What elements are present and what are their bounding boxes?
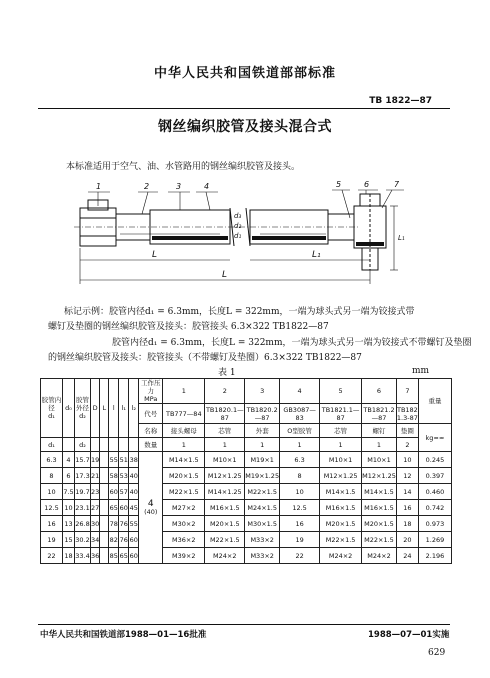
cell-nominal-dia: 12.5 xyxy=(41,500,63,516)
head-code: 代号 xyxy=(139,404,163,424)
head-name: 名称 xyxy=(139,424,163,438)
cell-nominal-dia: 19 xyxy=(41,532,63,548)
qty-1: 1 xyxy=(163,438,205,452)
callout-5: 5 xyxy=(336,180,342,189)
name-4: O型胶管 xyxy=(280,424,320,438)
cell-nut-thread: M30×2 xyxy=(163,516,205,532)
cell-core-thread: M20×1.5 xyxy=(205,516,245,532)
cell-nut-thread: M22×1.5 xyxy=(163,484,205,500)
cell-screw-thread: M24×2 xyxy=(362,548,397,564)
cell-outer-dia: 19.7 xyxy=(75,484,91,500)
cell-l2: 38 xyxy=(129,452,139,468)
cell-o-hose: 22 xyxy=(280,548,320,564)
cell-l1: 65 xyxy=(119,548,129,564)
cell-l1: 76 xyxy=(119,516,129,532)
cell-sleeve-thread: M22×1.5 xyxy=(245,484,280,500)
code-3: TB1820.2—87 xyxy=(246,405,278,422)
cell-core-thread: M16×1.5 xyxy=(205,500,245,516)
dim-d3: d₃ xyxy=(234,212,242,220)
cell-l: 60 xyxy=(109,484,119,500)
table-row xyxy=(41,468,452,484)
cell-D: 36 xyxy=(91,548,100,564)
cell-l: 85 xyxy=(109,548,119,564)
head-weight: 重量 xyxy=(418,379,451,424)
table-row xyxy=(41,516,452,532)
cell-l2: 60 xyxy=(129,548,139,564)
cell-washer: 16 xyxy=(396,500,418,516)
callout-4: 4 xyxy=(204,182,210,191)
cell-core2-thread: M10×1 xyxy=(320,452,362,468)
cell-d0: 15 xyxy=(63,532,75,548)
cell-core-thread: M22×1.5 xyxy=(205,532,245,548)
name-3: 外套 xyxy=(245,424,280,438)
code-1: TB777—84 xyxy=(163,404,205,424)
cell-outer-dia: 17.3 xyxy=(75,468,91,484)
cell-l1: 76 xyxy=(119,532,129,548)
cell-core-thread: M14×1.25 xyxy=(205,484,245,500)
cell-D: 34 xyxy=(91,532,100,548)
dim-d2: d₂ xyxy=(234,222,242,230)
head-pressure: 工作压力 MPa xyxy=(139,379,163,404)
cell-core2-thread: M12×1.25 xyxy=(320,468,362,484)
qty-7: 2 xyxy=(396,438,418,452)
cell-sleeve-thread: M19×1 xyxy=(245,452,280,468)
cell-washer: 10 xyxy=(396,452,418,468)
cell-d0: 4 xyxy=(63,452,75,468)
qty-3: 1 xyxy=(245,438,280,452)
cell-D: 23 xyxy=(91,484,100,500)
table-row xyxy=(41,484,452,500)
cell-l1: 60 xyxy=(119,500,129,516)
cell-nut-thread: M39×2 xyxy=(163,548,205,564)
cell-weight: 0.742 xyxy=(418,500,451,516)
cell-o-hose: 16 xyxy=(280,516,320,532)
cell-washer: 24 xyxy=(396,548,418,564)
cell-l2: 45 xyxy=(129,500,139,516)
part-1: 1 xyxy=(163,379,205,404)
table-row xyxy=(41,548,452,564)
cell-sleeve-thread: M19×1.25 xyxy=(245,468,280,484)
cell-l: 55 xyxy=(109,452,119,468)
standard-code: TB 1822—87 xyxy=(369,96,432,106)
code-6: TB1821.2—87 xyxy=(363,405,395,422)
dimension-table xyxy=(40,378,452,564)
effective-date: 1988—07—01实施 xyxy=(368,630,450,640)
cell-L xyxy=(100,516,109,532)
cell-nut-thread: M20×1.5 xyxy=(163,468,205,484)
callout-1: 1 xyxy=(96,182,102,191)
cell-sleeve-thread: M30×1.5 xyxy=(245,516,280,532)
cell-outer-dia: 23.1 xyxy=(75,500,91,516)
cell-d0: 18 xyxy=(63,548,75,564)
head-l2: l₂ xyxy=(129,379,139,438)
head-l1: l₁ xyxy=(119,379,129,438)
cell-D: 21 xyxy=(91,468,100,484)
dim-L1: L₁ xyxy=(312,250,321,260)
cell-nominal-dia: 10 xyxy=(41,484,63,500)
cell-core2-thread: M14×1.5 xyxy=(320,484,362,500)
name-6: 螺钉 xyxy=(362,424,397,438)
cell-d0: 6 xyxy=(63,468,75,484)
cell-o-hose: 19 xyxy=(280,532,320,548)
table-row xyxy=(41,532,452,548)
table-caption: 表 1 xyxy=(218,368,236,378)
cell-nut-thread: M27×2 xyxy=(163,500,205,516)
cell-o-hose: 6.3 xyxy=(280,452,320,468)
qty-5: 1 xyxy=(320,438,362,452)
cell-screw-thread: M20×1.5 xyxy=(362,516,397,532)
cell-washer: 20 xyxy=(396,532,418,548)
cell-nominal-dia: 6.3 xyxy=(41,452,63,468)
code-5: TB1821.1—87 xyxy=(320,404,362,424)
cell-o-hose: 12.5 xyxy=(280,500,320,516)
cell-washer: 18 xyxy=(396,516,418,532)
cell-l1: 51 xyxy=(119,452,129,468)
cell-outer-dia: 30.2 xyxy=(75,532,91,548)
cell-D: 19 xyxy=(91,452,100,468)
cell-sleeve-thread: M33×2 xyxy=(245,532,280,548)
part-2: 2 xyxy=(205,379,245,404)
name-1: 接头螺母 xyxy=(163,424,205,438)
cell-weight: 0.397 xyxy=(418,468,451,484)
name-2: 芯管 xyxy=(205,424,245,438)
cell-screw-thread: M12×1.25 xyxy=(362,468,397,484)
cell-weight: 0.460 xyxy=(418,484,451,500)
cell-L xyxy=(100,532,109,548)
cell-core2-thread: M20×1.5 xyxy=(320,516,362,532)
cell-nut-thread: M36×2 xyxy=(163,532,205,548)
cell-core-thread: M10×1 xyxy=(205,452,245,468)
head-nominal-dia: 胶管内径 d₁ xyxy=(41,379,63,438)
cell-D: 30 xyxy=(91,516,100,532)
cell-screw-thread: M14×1.5 xyxy=(362,484,397,500)
cell-sleeve-thread: M24×1.5 xyxy=(245,500,280,516)
cell-l2: 40 xyxy=(129,484,139,500)
qty-6: 1 xyxy=(362,438,397,452)
marking-example-line-3: 胶管内径d₁ = 6.3mm，长度L = 322mm，一端为球头式另一端为铰接式不带螺钉及垫圈 xyxy=(112,338,472,348)
head-d2-sym: d₂ xyxy=(75,438,91,452)
footer-rule xyxy=(38,624,450,625)
head-l: l xyxy=(109,379,119,438)
cell-screw-thread: M10×1 xyxy=(362,452,397,468)
header-rule xyxy=(38,108,450,109)
marking-example-line-4: 的钢丝编织胶管及接头：胶管接头（不带螺钉及垫圈）6.3×322 TB1822—87 xyxy=(48,353,362,363)
head-qty: 数量 xyxy=(139,438,163,452)
table-row xyxy=(41,452,452,468)
cell-d0: 10 xyxy=(63,500,75,516)
cell-core2-thread: M22×1.5 xyxy=(320,532,362,548)
head-L: L xyxy=(100,379,109,438)
marking-example-line-2: 螺钉及垫圈的钢丝编织胶管及接头：胶管接头 6.3×322 TB1822—87 xyxy=(48,322,329,332)
cell-nut-thread: M14×1.5 xyxy=(163,452,205,468)
head-d0: d₀ xyxy=(63,379,75,438)
code-4: GB3087—83 xyxy=(280,404,320,424)
cell-nominal-dia: 16 xyxy=(41,516,63,532)
part-7: 7 xyxy=(396,379,418,404)
cell-nominal-dia: 8 xyxy=(41,468,63,484)
cell-o-hose: 10 xyxy=(280,484,320,500)
cell-working-pressure: 4 (40) xyxy=(139,452,163,564)
qty-4: 1 xyxy=(280,438,320,452)
cell-d0: 7.5 xyxy=(63,484,75,500)
cell-weight: 1.269 xyxy=(418,532,451,548)
cell-screw-thread: M22×1.5 xyxy=(362,532,397,548)
cell-core2-thread: M24×2 xyxy=(320,548,362,564)
callout-6: 6 xyxy=(364,180,370,189)
dim-d1: d₁ xyxy=(234,232,242,240)
page-number: 629 xyxy=(428,648,446,658)
issuing-authority: 中华人民共和国铁道部部标准 xyxy=(153,66,336,81)
cell-washer: 14 xyxy=(396,484,418,500)
cell-o-hose: 8 xyxy=(280,468,320,484)
code-2: TB1820.1—87 xyxy=(205,405,244,422)
callout-7: 7 xyxy=(394,180,400,189)
cell-L xyxy=(100,500,109,516)
cell-l2: 60 xyxy=(129,532,139,548)
callout-3: 3 xyxy=(176,182,182,191)
cell-outer-dia: 15.7 xyxy=(75,452,91,468)
cell-outer-dia: 26.8 xyxy=(75,516,91,532)
dim-L-left: L xyxy=(152,250,158,260)
cell-l2: 55 xyxy=(129,516,139,532)
cell-core-thread: M24×2 xyxy=(205,548,245,564)
cell-weight: 0.245 xyxy=(418,452,451,468)
part-3: 3 xyxy=(245,379,280,404)
dim-L1-vertical: L₁ xyxy=(398,234,405,242)
cell-L xyxy=(100,452,109,468)
part-6: 6 xyxy=(362,379,397,404)
dim-L-total: L xyxy=(222,270,228,280)
head-outer-dia: 胶管外径 d₂ xyxy=(75,379,91,438)
cell-d0: 13 xyxy=(63,516,75,532)
cell-weight: 0.973 xyxy=(418,516,451,532)
qty-2: 1 xyxy=(205,438,245,452)
cell-outer-dia: 33.4 xyxy=(75,548,91,564)
cell-l2: 40 xyxy=(129,468,139,484)
cell-l: 78 xyxy=(109,516,119,532)
hose-assembly-drawing xyxy=(60,178,420,296)
cell-sleeve-thread: M33×2 xyxy=(245,548,280,564)
head-weight-unit: kg≈≈ xyxy=(418,424,451,452)
approval-date: 中华人民共和国铁道部1988—01—16批准 xyxy=(40,630,207,640)
part-4: 4 xyxy=(280,379,320,404)
cell-l1: 57 xyxy=(119,484,129,500)
cell-l: 58 xyxy=(109,468,119,484)
document-title: 钢丝编织胶管及接头混合式 xyxy=(158,119,332,135)
name-5: 芯管 xyxy=(320,424,362,438)
table-row xyxy=(41,500,452,516)
code-7: TB182 1.3-87 xyxy=(396,405,418,422)
part-5: 5 xyxy=(320,379,362,404)
cell-l1: 53 xyxy=(119,468,129,484)
head-D: D xyxy=(91,379,100,438)
scope-text: 本标准适用于空气、油、水管路用的钢丝编织胶管及接头。 xyxy=(66,162,301,172)
cell-l: 82 xyxy=(109,532,119,548)
table-unit: mm xyxy=(412,366,430,376)
cell-L xyxy=(100,484,109,500)
cell-nominal-dia: 22 xyxy=(41,548,63,564)
name-7: 垫圈 xyxy=(396,424,418,438)
cell-screw-thread: M16×1.5 xyxy=(362,500,397,516)
cell-L xyxy=(100,468,109,484)
cell-core2-thread: M16×1.5 xyxy=(320,500,362,516)
cell-washer: 12 xyxy=(396,468,418,484)
cell-D: 27 xyxy=(91,500,100,516)
head-d1-sym: d₁ xyxy=(41,438,63,452)
cell-weight: 2.196 xyxy=(418,548,451,564)
marking-example-line-1: 标记示例：胶管内径d₁ = 6.3mm，长度L = 322mm，一端为球头式另一端为铰接式带 xyxy=(64,307,415,317)
cell-l: 65 xyxy=(109,500,119,516)
callout-2: 2 xyxy=(144,182,150,191)
cell-L xyxy=(100,548,109,564)
cell-core-thread: M12×1.25 xyxy=(205,468,245,484)
